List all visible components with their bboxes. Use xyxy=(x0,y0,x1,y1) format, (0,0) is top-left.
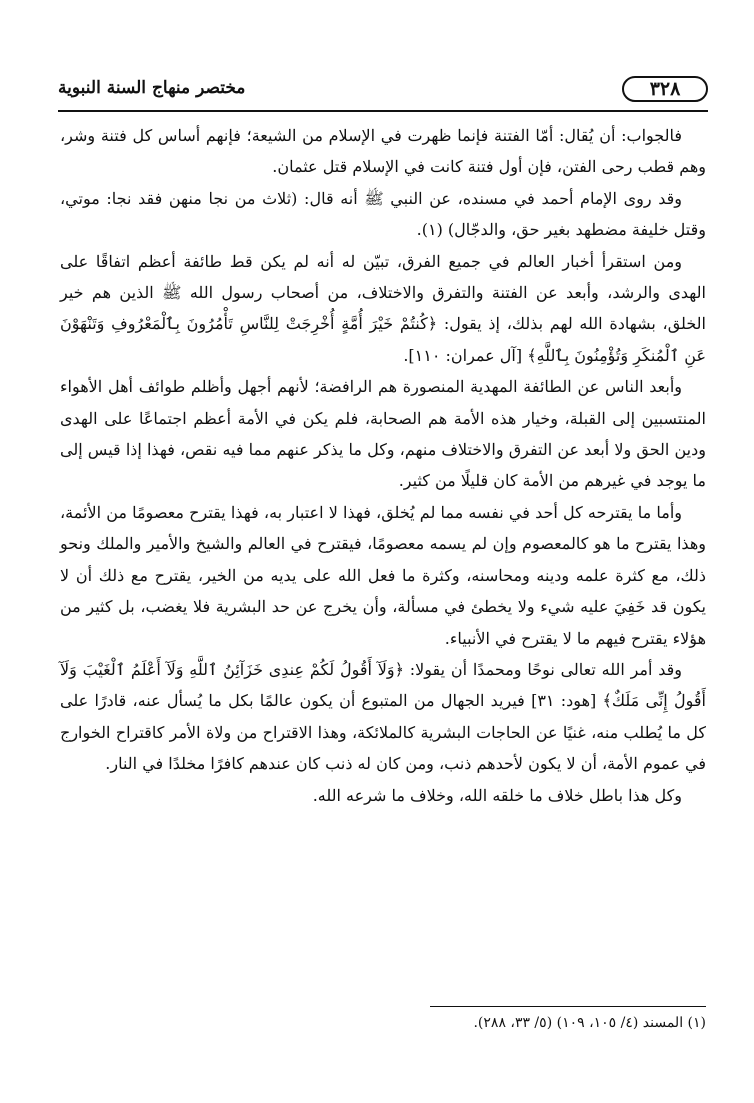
page-number: ٣٢٨ xyxy=(622,76,708,102)
page-header xyxy=(58,76,708,106)
paragraph: وأما ما يقترحه كل أحد في نفسه مما لم يُخلق، فهذا لا اعتبار به، فهذا يقترح معصومًا من الأئمة، وهذا يقترح ما هو كالمعصوم وإن لم يسمه معصومًا، فيقترح في العالم والشيخ والأمير والملك ونحو ذلك، مع كثرة علمه ودينه ومحاسنه، وكثرة ما فعل الله على يديه من الخير، يقترح مع ذلك أن لا يكون قد خَفِيَ عليه شيء ولا يخطئ في مسألة، وأن يخرج عن حد البشرية فلا يغضب، بل كثير من هؤلاء يقترح فيهم ما لا يقترح في الأنبياء. xyxy=(60,502,706,648)
footnote: (١) المسند (٤/ ١٠٥، ١٠٩) (٥/ ٣٣، ٢٨٨). xyxy=(473,1015,706,1031)
running-title: مختصر منهاج السنة النبوية xyxy=(58,78,246,98)
paragraph: ومن استقرأ أخبار العالم في جميع الفرق، تبيّن له أنه لم يكن قط طائفة أعظم اتفاقًا على الهدى والرشد، وأبعد عن الفتنة والتفرق والاختلاف، من أصحاب رسول الله ﷺ الذين هم خير الخلق، بشهادة الله لهم بذلك، إذ يقول: ﴿كُنتُمْ خَيْرَ أُمَّةٍ أُخْرِجَتْ لِلنَّاسِ تَأْمُرُونَ بِٱلْمَعْرُوفِ وَتَنْهَوْنَ عَنِ ٱلْمُنكَرِ وَتُؤْمِنُونَ بِٱللَّهِ﴾ [آل عمران: ١١٠]. xyxy=(60,251,706,365)
footnote-divider xyxy=(430,1006,706,1007)
main-text xyxy=(60,120,706,811)
header-divider xyxy=(58,110,708,112)
paragraph: وقد أمر الله تعالى نوحًا ومحمدًا أن يقولا: ﴿وَلَآ أَقُولُ لَكُمْ عِندِى خَزَآئِنُ ٱللَّهِ وَلَآ أَعْلَمُ ٱلْغَيْبَ وَلَآ أَقُولُ إِنِّى مَلَكٌ﴾ [هود: ٣١] فيريد الجهال من المتبوع أن يكون عالمًا بكل ما يُسأل عنه، قادرًا على كل ما يُطلب منه، غنيًا عن الحاجات البشرية كالملائكة، وهذا الاقتراح من ولاة الأمر كاقتراح الخوارج في عموم الأمة، أن لا يكون لأحدهم ذنب، ومن كان له ذنب كان عندهم كافرًا مخلدًا في النار. xyxy=(60,659,706,774)
paragraph: وأبعد الناس عن الطائفة المهدية المنصورة هم الرافضة؛ لأنهم أجهل وأظلم طوائف أهل الأهواء المنتسبين إلى القبلة، وخيار هذه الأمة هم الصحابة، فلم يكن في الأمة أعظم اجتماعًا على الهدى ودين الحق ولا أبعد عن التفرق والاختلاف منهم، وكل ما يذكر عنهم مما فيه نقص، فهذا إذا قيس إلى ما يوجد في غيرهم من الأمة كان قليلًا من كثير. xyxy=(60,377,706,491)
paragraph: وكل هذا باطل خلاف ما خلقه الله، وخلاف ما شرعه الله. xyxy=(312,785,682,805)
paragraph: فالجواب: أن يُقال: أمّا الفتنة فإنما ظهرت في الإسلام من الشيعة؛ فإنهم أساس كل فتنة وشر، وهم قطب رحى الفتن، فإن أول فتنة كانت في الإسلام قتل عثمان. xyxy=(60,126,706,177)
paragraph: وقد روى الإمام أحمد في مسنده، عن النبي ﷺ أنه قال: (ثلاث من نجا منهن فقد نجا: موتي، وقتل خليفة مضطهد بغير حق، والدجّال) (١). xyxy=(60,188,706,240)
